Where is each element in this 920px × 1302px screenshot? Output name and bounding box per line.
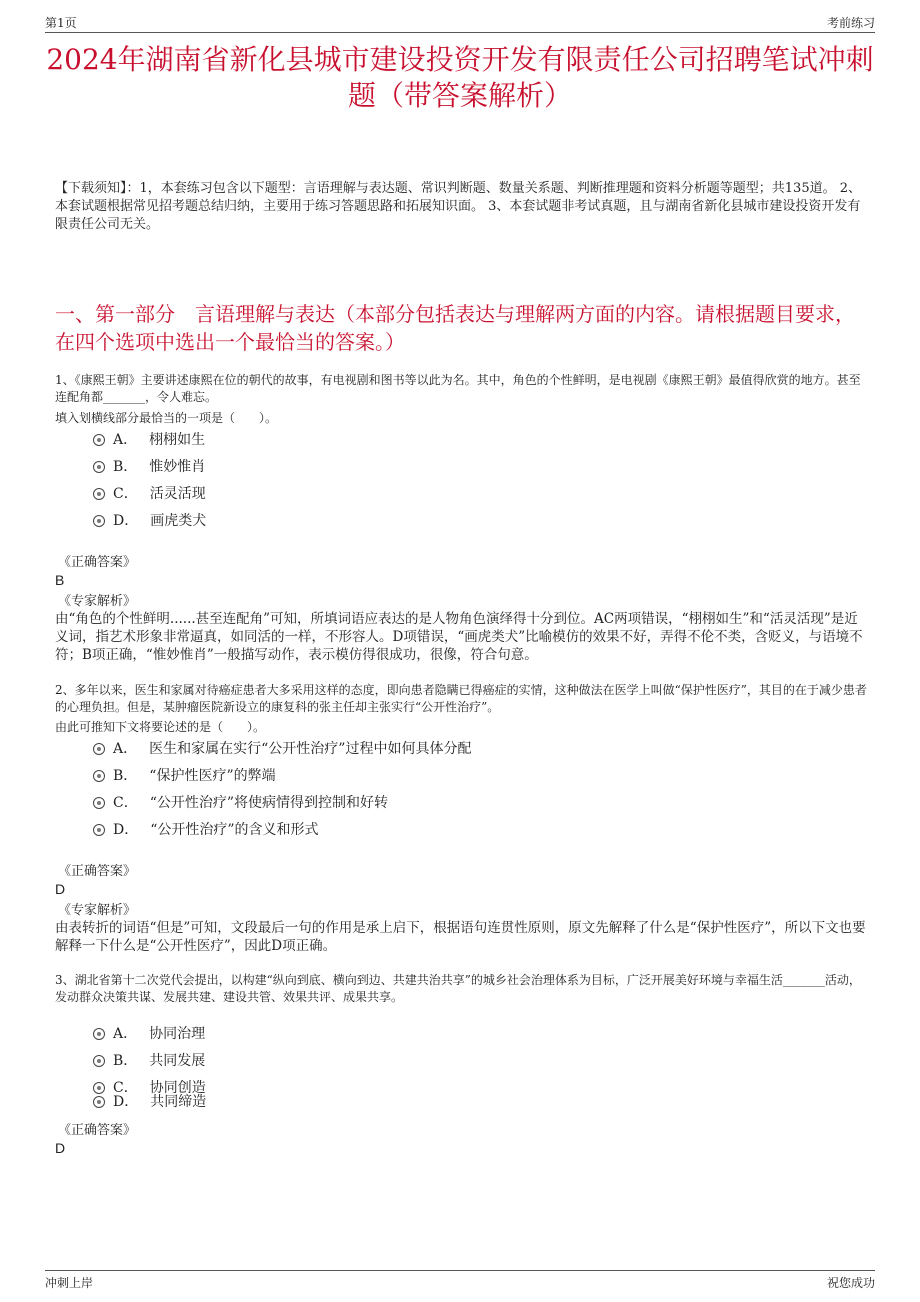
question-3-option-d[interactable]: D． 共同缔造 — [93, 1092, 206, 1112]
download-notice: 【下载须知】：1，本套练习包含以下题型：言语理解与表达题、常识判断题、数量关系题、判断推理题和资料分析题等题型；共135道。 2、本套试题根据常见招考题总结归纳，主要用于练习答题思路和拓展知识面。 3、本套试题非考试真题，且与湖南省新化县城市建设投资开发有限责任公司无关。 — [55, 181, 861, 232]
page-header — [45, 12, 875, 33]
question-2-answer: D — [55, 881, 66, 897]
document-title: 2024年湖南省新化县城市建设投资开发有限责任公司招聘笔试冲刺题（带答案解析） — [46, 43, 874, 112]
question-3-option-a[interactable]: A． 协同治理 — [93, 1024, 205, 1044]
question-1-answer: B — [55, 572, 65, 588]
analysis-label: 《专家解析》 — [58, 903, 137, 918]
question-3-answer: D — [55, 1140, 66, 1156]
radio-icon[interactable] — [93, 824, 105, 836]
radio-icon[interactable] — [93, 743, 105, 755]
radio-icon[interactable] — [93, 488, 105, 500]
radio-icon[interactable] — [93, 1055, 105, 1067]
question-2-option-a[interactable]: A． 医生和家属在实行“公开性治疗”过程中如何具体分配 — [93, 739, 471, 759]
question-3-option-c[interactable]: C． 协同创造 — [93, 1078, 206, 1098]
question-2-analysis: 由表转折的词语“但是”可知，文段最后一句的作用是承上启下，根据语句连贯性原则，原文先解释了什么是“保护性医疗”，所以下文也要解释一下什么是“公开性医疗”，因此D项正确。 — [55, 920, 866, 954]
radio-icon[interactable] — [93, 515, 105, 527]
question-2-text: 2、多年以来，医生和家属对待癌症患者大多采用这样的态度，即向患者隐瞒已得癌症的实情，这种做法在医学上叫做“保护性医疗”，其目的在于减少患者的心理负担。但是，某肿瘤医院新设立的康复科的张主任却主张实行“公开性治疗”。 — [55, 683, 867, 714]
answer-label: 《正确答案》 — [58, 864, 137, 879]
radio-icon[interactable] — [93, 1028, 105, 1040]
question-1-analysis: 由“角色的个性鲜明......甚至连配角”可知，所填词语应表达的是人物角色演绎得十分到位。AC两项错误，“栩栩如生”和“活灵活现”是近义词，指艺术形象非常逼真，如同活的一样，不形容人。D项错误，“画虎类犬”比喻模仿的效果不好，弄得不伦不类，含贬义，与语境不符；B项正确，“惟妙惟肖”一般描写动作，表示模仿得很成功，很像，符合句意。 — [55, 611, 863, 663]
question-1-option-d[interactable]: D． 画虎类犬 — [93, 511, 206, 531]
question-1-option-b[interactable]: B． 惟妙惟肖 — [93, 457, 205, 477]
radio-icon[interactable] — [93, 797, 105, 809]
footer-right: 祝您成功 — [826, 1276, 875, 1290]
answer-label: 《正确答案》 — [58, 1123, 137, 1138]
question-1-text: 1、《康熙王朝》主要讲述康熙在位的朝代的故事，有电视剧和图书等以此为名。其中，角色的个性鲜明，是电视剧《康熙王朝》最值得欣赏的地方。甚至连配角都_______，令人难忘。 — [55, 373, 861, 404]
question-2-option-d[interactable]: D． “公开性治疗”的含义和形式 — [93, 820, 319, 840]
question-2-option-b[interactable]: B． “保护性医疗”的弊端 — [93, 766, 276, 786]
question-1-option-c[interactable]: C． 活灵活现 — [93, 484, 206, 504]
section-heading: 一、第一部分 言语理解与表达（本部分包括表达与理解两方面的内容。请根据题目要求，在四个选项中选出一个最恰当的答案。） — [55, 302, 855, 354]
question-3-option-b[interactable]: B． 共同发展 — [93, 1051, 205, 1071]
page-footer — [45, 1270, 875, 1291]
header-tag: 考前练习 — [826, 16, 875, 30]
question-3-text: 3、湖北省第十二次党代会提出，以构建“纵向到底、横向到边、共建共治共享”的城乡社会治理体系为目标，广泛开展美好环境与幸福生活_______活动，发动群众决策共谋、发展共建、建设共管、效果共评、成果共享。 — [55, 973, 861, 1004]
radio-icon[interactable] — [93, 770, 105, 782]
question-1-option-a[interactable]: A． 栩栩如生 — [93, 430, 205, 450]
question-2-option-c[interactable]: C． “公开性治疗”将使病情得到控制和好转 — [93, 793, 388, 813]
radio-icon[interactable] — [93, 434, 105, 446]
question-1-prompt: 填入划横线部分最恰当的一项是（ ）。 — [55, 411, 278, 425]
radio-icon[interactable] — [93, 461, 105, 473]
page-number: 第1页 — [45, 16, 77, 30]
analysis-label: 《专家解析》 — [58, 594, 137, 609]
question-2-prompt: 由此可推知下文将要论述的是（ ）。 — [55, 720, 266, 734]
answer-label: 《正确答案》 — [58, 555, 137, 570]
radio-icon[interactable] — [93, 1096, 105, 1108]
footer-left: 冲刺上岸 — [45, 1276, 94, 1290]
